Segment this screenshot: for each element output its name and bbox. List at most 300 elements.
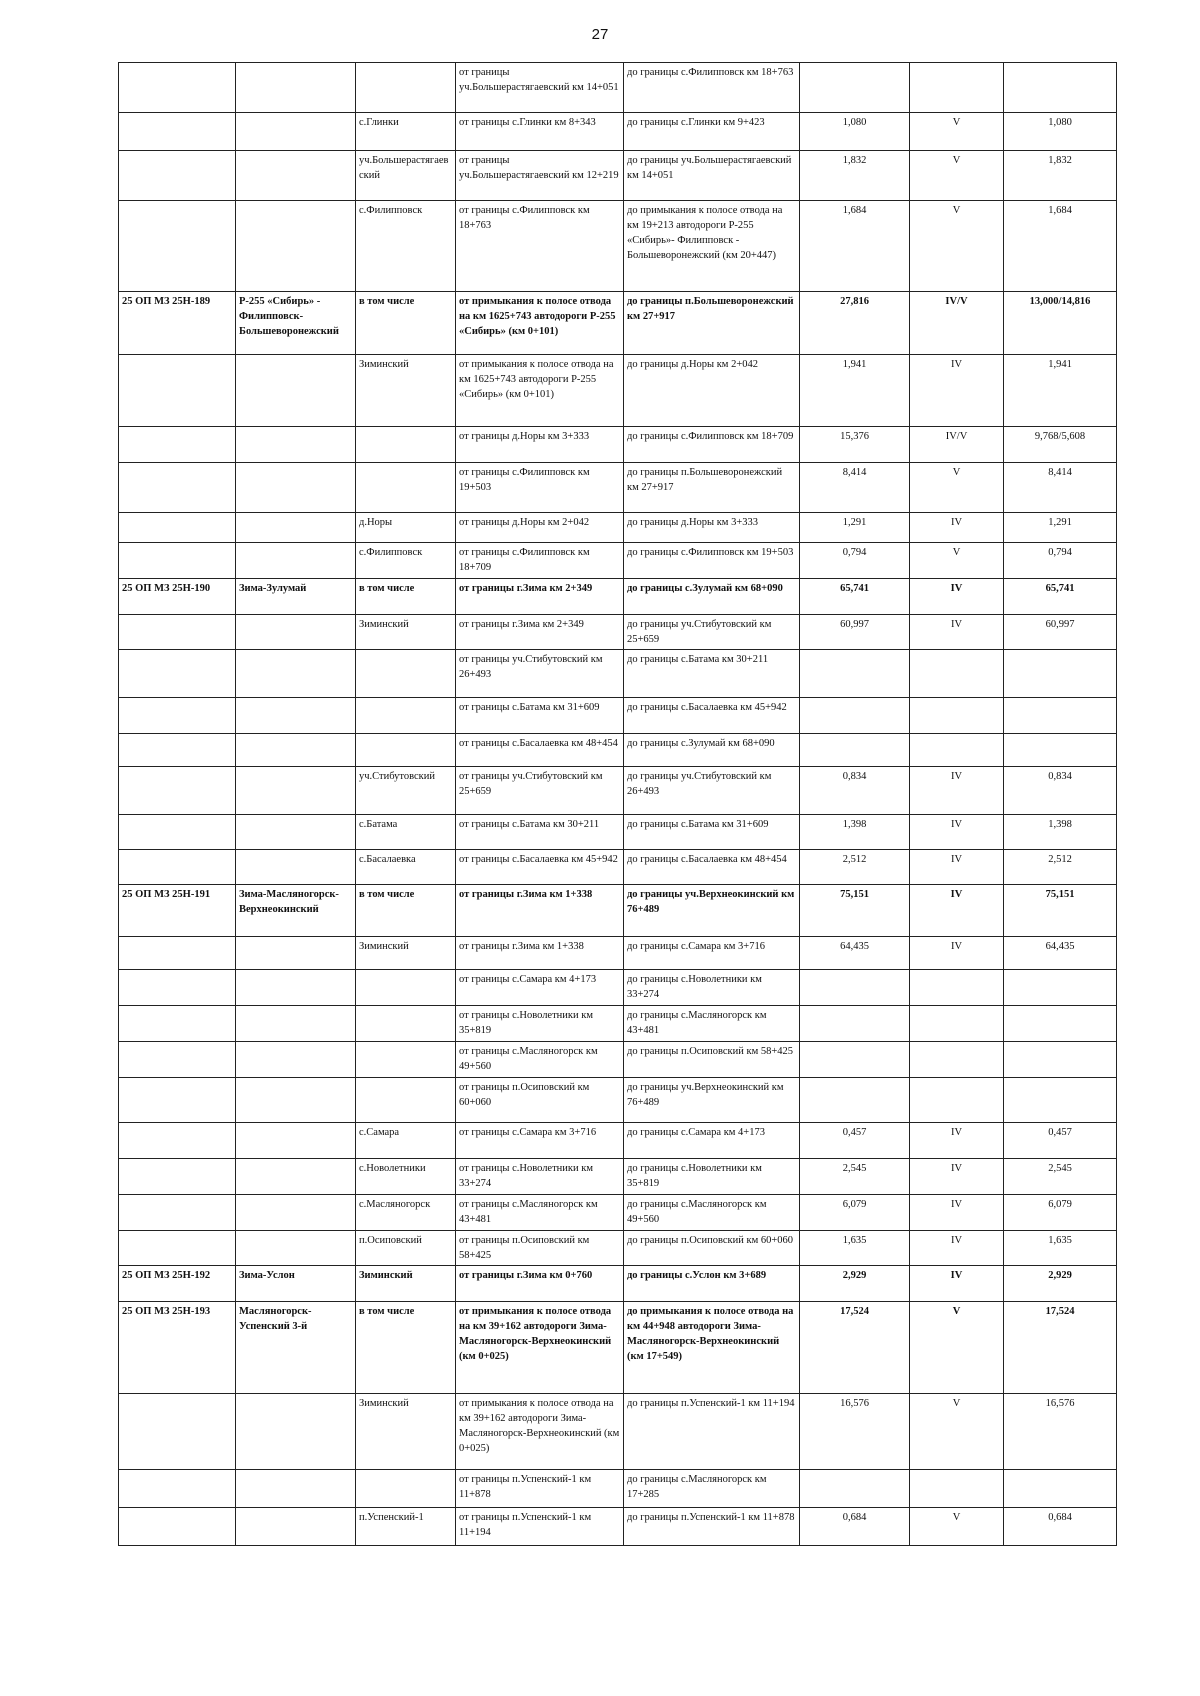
- to-boundary-cell: до границы с.Масляногорск км 43+481: [624, 1006, 800, 1042]
- table-row: [119, 427, 1117, 463]
- road-id-cell: [119, 1508, 236, 1546]
- from-boundary-cell: от границы с.Батама км 30+211: [456, 815, 624, 850]
- roads-table: [118, 62, 1117, 1546]
- from-boundary-cell: от границы п.Осиповский км 58+425: [456, 1231, 624, 1266]
- table-row: [119, 151, 1117, 201]
- to-boundary-cell: до границы с.Басалаевка км 45+942: [624, 698, 800, 734]
- category-cell: IV: [910, 513, 1004, 543]
- road-name-cell: [236, 1231, 356, 1266]
- length-cell: [800, 734, 910, 767]
- settlement-cell: в том числе: [356, 1302, 456, 1394]
- table-row: [119, 579, 1117, 615]
- from-boundary-cell: от границы п.Успенский-1 км 11+194: [456, 1508, 624, 1546]
- length-cell: 6,079: [800, 1195, 910, 1231]
- road-id-cell: [119, 815, 236, 850]
- length-cell: 65,741: [800, 579, 910, 615]
- to-boundary-cell: до границы с.Самара км 3+716: [624, 937, 800, 970]
- category-cell: V: [910, 113, 1004, 151]
- category-length-cell: 1,684: [1004, 201, 1117, 292]
- table-row: [119, 1302, 1117, 1394]
- length-cell: [800, 698, 910, 734]
- category-length-cell: 64,435: [1004, 937, 1117, 970]
- settlement-cell: Зиминский: [356, 615, 456, 650]
- road-id-cell: [119, 1078, 236, 1123]
- road-id-cell: 25 ОП МЗ 25Н-190: [119, 579, 236, 615]
- table-row: [119, 201, 1117, 292]
- road-id-cell: [119, 355, 236, 427]
- category-length-cell: 0,684: [1004, 1508, 1117, 1546]
- category-cell: [910, 1006, 1004, 1042]
- from-boundary-cell: от примыкания к полосе отвода на км 39+162 автодороги Зима-Масляногорск-Верхнеокинский (км 0+025): [456, 1394, 624, 1470]
- category-cell: IV: [910, 815, 1004, 850]
- road-name-cell: [236, 1195, 356, 1231]
- to-boundary-cell: до границы с.Новолетники км 33+274: [624, 970, 800, 1006]
- settlement-cell: с.Масляногорск: [356, 1195, 456, 1231]
- table-row: [119, 463, 1117, 513]
- category-cell: [910, 63, 1004, 113]
- category-cell: IV: [910, 767, 1004, 815]
- road-name-cell: [236, 698, 356, 734]
- length-cell: 64,435: [800, 937, 910, 970]
- table-row: [119, 734, 1117, 767]
- road-id-cell: [119, 698, 236, 734]
- road-name-cell: [236, 615, 356, 650]
- from-boundary-cell: от границы уч.Стибутовский км 25+659: [456, 767, 624, 815]
- settlement-cell: с.Самара: [356, 1123, 456, 1159]
- table-row: [119, 1470, 1117, 1508]
- road-name-cell: [236, 113, 356, 151]
- road-id-cell: [119, 1006, 236, 1042]
- to-boundary-cell: до границы уч.Верхнеокинский км 76+489: [624, 885, 800, 937]
- road-id-cell: [119, 201, 236, 292]
- to-boundary-cell: до границы с.Масляногорск км 49+560: [624, 1195, 800, 1231]
- length-cell: 0,834: [800, 767, 910, 815]
- table-row: [119, 1123, 1117, 1159]
- table-row: [119, 615, 1117, 650]
- category-cell: V: [910, 1508, 1004, 1546]
- table-row: [119, 1508, 1117, 1546]
- category-cell: V: [910, 543, 1004, 579]
- roads-table-body: [119, 63, 1117, 1546]
- road-id-cell: [119, 1042, 236, 1078]
- from-boundary-cell: от границы г.Зима км 1+338: [456, 885, 624, 937]
- table-row: [119, 513, 1117, 543]
- from-boundary-cell: от границы п.Осиповский км 60+060: [456, 1078, 624, 1123]
- category-cell: IV: [910, 615, 1004, 650]
- to-boundary-cell: до границы с.Услон км 3+689: [624, 1266, 800, 1302]
- to-boundary-cell: до границы с.Батама км 30+211: [624, 650, 800, 698]
- to-boundary-cell: до границы с.Зулумай км 68+090: [624, 734, 800, 767]
- road-name-cell: Зима-Зулумай: [236, 579, 356, 615]
- to-boundary-cell: до границы с.Масляногорск км 17+285: [624, 1470, 800, 1508]
- length-cell: 75,151: [800, 885, 910, 937]
- table-row: [119, 970, 1117, 1006]
- category-length-cell: 17,524: [1004, 1302, 1117, 1394]
- table-row: [119, 1042, 1117, 1078]
- category-length-cell: 2,545: [1004, 1159, 1117, 1195]
- table-row: [119, 1006, 1117, 1042]
- from-boundary-cell: от границы с.Глинки км 8+343: [456, 113, 624, 151]
- category-cell: V: [910, 201, 1004, 292]
- length-cell: 2,512: [800, 850, 910, 885]
- category-cell: IV: [910, 355, 1004, 427]
- from-boundary-cell: от границы с.Басалаевка км 48+454: [456, 734, 624, 767]
- from-boundary-cell: от границы с.Новолетники км 33+274: [456, 1159, 624, 1195]
- to-boundary-cell: до границы п.Осиповский км 60+060: [624, 1231, 800, 1266]
- from-boundary-cell: от границы с.Масляногорск км 49+560: [456, 1042, 624, 1078]
- category-cell: [910, 1078, 1004, 1123]
- length-cell: [800, 1006, 910, 1042]
- road-name-cell: [236, 201, 356, 292]
- road-id-cell: 25 ОП МЗ 25Н-189: [119, 292, 236, 355]
- category-cell: IV/V: [910, 427, 1004, 463]
- length-cell: 2,929: [800, 1266, 910, 1302]
- settlement-cell: [356, 63, 456, 113]
- to-boundary-cell: до границы уч.Стибутовский км 26+493: [624, 767, 800, 815]
- category-cell: IV: [910, 850, 1004, 885]
- settlement-cell: д.Норы: [356, 513, 456, 543]
- table-row: [119, 850, 1117, 885]
- to-boundary-cell: до границы с.Батама км 31+609: [624, 815, 800, 850]
- table-row: [119, 1159, 1117, 1195]
- length-cell: 1,941: [800, 355, 910, 427]
- from-boundary-cell: от примыкания к полосе отвода на км 39+162 автодороги Зима-Масляногорск-Верхнеокинский (км 0+025): [456, 1302, 624, 1394]
- road-id-cell: 25 ОП МЗ 25Н-193: [119, 1302, 236, 1394]
- table-row: [119, 1266, 1117, 1302]
- from-boundary-cell: от примыкания к полосе отвода на км 1625+743 автодороги Р-255 «Сибирь» (км 0+101): [456, 292, 624, 355]
- length-cell: 8,414: [800, 463, 910, 513]
- category-cell: [910, 698, 1004, 734]
- category-length-cell: 75,151: [1004, 885, 1117, 937]
- settlement-cell: п.Осиповский: [356, 1231, 456, 1266]
- category-length-cell: 1,635: [1004, 1231, 1117, 1266]
- road-name-cell: Зима-Масляногорск-Верхнеокинский: [236, 885, 356, 937]
- to-boundary-cell: до границы с.Басалаевка км 48+454: [624, 850, 800, 885]
- category-length-cell: 1,291: [1004, 513, 1117, 543]
- length-cell: 0,457: [800, 1123, 910, 1159]
- table-row: [119, 113, 1117, 151]
- category-cell: [910, 1470, 1004, 1508]
- settlement-cell: п.Успенский-1: [356, 1508, 456, 1546]
- length-cell: 27,816: [800, 292, 910, 355]
- settlement-cell: Зиминский: [356, 1394, 456, 1470]
- category-cell: IV: [910, 1231, 1004, 1266]
- road-id-cell: [119, 463, 236, 513]
- to-boundary-cell: до границы д.Норы км 2+042: [624, 355, 800, 427]
- road-name-cell: [236, 1508, 356, 1546]
- road-name-cell: [236, 970, 356, 1006]
- road-name-cell: Зима-Услон: [236, 1266, 356, 1302]
- category-length-cell: 1,398: [1004, 815, 1117, 850]
- category-cell: IV: [910, 1266, 1004, 1302]
- settlement-cell: уч.Большерастягаевский: [356, 151, 456, 201]
- category-length-cell: 1,941: [1004, 355, 1117, 427]
- from-boundary-cell: от границы с.Батама км 31+609: [456, 698, 624, 734]
- category-length-cell: 16,576: [1004, 1394, 1117, 1470]
- road-name-cell: [236, 767, 356, 815]
- from-boundary-cell: от границы уч.Большерастягаевский км 12+219: [456, 151, 624, 201]
- road-name-cell: [236, 355, 356, 427]
- category-cell: IV: [910, 937, 1004, 970]
- road-id-cell: [119, 937, 236, 970]
- category-cell: [910, 1042, 1004, 1078]
- table-row: [119, 543, 1117, 579]
- to-boundary-cell: до примыкания к полосе отвода на км 44+948 автодороги Зима-Масляногорск-Верхнеокинский (км 17+549): [624, 1302, 800, 1394]
- road-name-cell: [236, 1394, 356, 1470]
- from-boundary-cell: от границы г.Зима км 1+338: [456, 937, 624, 970]
- table-row: [119, 63, 1117, 113]
- to-boundary-cell: до границы п.Осиповский км 58+425: [624, 1042, 800, 1078]
- road-name-cell: [236, 151, 356, 201]
- settlement-cell: Зиминский: [356, 1266, 456, 1302]
- length-cell: 1,684: [800, 201, 910, 292]
- road-name-cell: [236, 1159, 356, 1195]
- road-id-cell: [119, 734, 236, 767]
- to-boundary-cell: до границы с.Филипповск км 18+709: [624, 427, 800, 463]
- settlement-cell: с.Филипповск: [356, 543, 456, 579]
- category-length-cell: 65,741: [1004, 579, 1117, 615]
- table-row: [119, 767, 1117, 815]
- road-id-cell: [119, 850, 236, 885]
- category-length-cell: 1,832: [1004, 151, 1117, 201]
- from-boundary-cell: от границы с.Филипповск км 18+709: [456, 543, 624, 579]
- settlement-cell: с.Батама: [356, 815, 456, 850]
- table-row: [119, 1078, 1117, 1123]
- category-cell: IV: [910, 1123, 1004, 1159]
- category-length-cell: [1004, 698, 1117, 734]
- category-length-cell: [1004, 970, 1117, 1006]
- road-name-cell: Р-255 «Сибирь» - Филипповск-Большеворонежский: [236, 292, 356, 355]
- category-length-cell: 13,000/14,816: [1004, 292, 1117, 355]
- settlement-cell: в том числе: [356, 579, 456, 615]
- from-boundary-cell: от границы уч.Большерастягаевский км 14+051: [456, 63, 624, 113]
- category-length-cell: [1004, 1078, 1117, 1123]
- category-cell: [910, 734, 1004, 767]
- road-name-cell: [236, 734, 356, 767]
- length-cell: 1,832: [800, 151, 910, 201]
- table-row: [119, 937, 1117, 970]
- category-cell: [910, 970, 1004, 1006]
- length-cell: 15,376: [800, 427, 910, 463]
- road-id-cell: [119, 427, 236, 463]
- settlement-cell: [356, 970, 456, 1006]
- length-cell: 1,398: [800, 815, 910, 850]
- category-length-cell: [1004, 1006, 1117, 1042]
- road-id-cell: [119, 970, 236, 1006]
- road-name-cell: [236, 1006, 356, 1042]
- to-boundary-cell: до границы с.Самара км 4+173: [624, 1123, 800, 1159]
- road-name-cell: [236, 543, 356, 579]
- to-boundary-cell: до примыкания к полосе отвода на км 19+213 автодороги Р-255 «Сибирь»- Филипповск - Большеворонежский (км 20+447): [624, 201, 800, 292]
- length-cell: [800, 650, 910, 698]
- settlement-cell: [356, 1078, 456, 1123]
- road-id-cell: [119, 113, 236, 151]
- length-cell: [800, 63, 910, 113]
- from-boundary-cell: от границы с.Филипповск км 19+503: [456, 463, 624, 513]
- length-cell: [800, 970, 910, 1006]
- to-boundary-cell: до границы уч.Стибутовский км 25+659: [624, 615, 800, 650]
- category-cell: V: [910, 1302, 1004, 1394]
- table-row: [119, 885, 1117, 937]
- category-cell: IV: [910, 885, 1004, 937]
- settlement-cell: [356, 1470, 456, 1508]
- to-boundary-cell: до границы с.Филипповск км 19+503: [624, 543, 800, 579]
- settlement-cell: [356, 734, 456, 767]
- settlement-cell: [356, 698, 456, 734]
- page-number: 27: [591, 26, 609, 43]
- category-length-cell: [1004, 1470, 1117, 1508]
- category-cell: IV: [910, 579, 1004, 615]
- category-cell: IV/V: [910, 292, 1004, 355]
- length-cell: 1,291: [800, 513, 910, 543]
- table-row: [119, 698, 1117, 734]
- length-cell: 0,684: [800, 1508, 910, 1546]
- road-name-cell: [236, 63, 356, 113]
- category-cell: IV: [910, 1195, 1004, 1231]
- length-cell: 16,576: [800, 1394, 910, 1470]
- to-boundary-cell: до границы с.Зулумай км 68+090: [624, 579, 800, 615]
- table-row: [119, 815, 1117, 850]
- settlement-cell: [356, 650, 456, 698]
- length-cell: [800, 1078, 910, 1123]
- category-cell: V: [910, 463, 1004, 513]
- from-boundary-cell: от границы с.Масляногорск км 43+481: [456, 1195, 624, 1231]
- settlement-cell: с.Глинки: [356, 113, 456, 151]
- road-name-cell: [236, 1078, 356, 1123]
- table-row: [119, 1195, 1117, 1231]
- road-id-cell: 25 ОП МЗ 25Н-191: [119, 885, 236, 937]
- to-boundary-cell: до границы п.Большеворонежский км 27+917: [624, 292, 800, 355]
- from-boundary-cell: от границы с.Басалаевка км 45+942: [456, 850, 624, 885]
- road-id-cell: [119, 63, 236, 113]
- settlement-cell: [356, 463, 456, 513]
- road-id-cell: [119, 513, 236, 543]
- road-name-cell: [236, 463, 356, 513]
- category-length-cell: [1004, 734, 1117, 767]
- category-length-cell: 0,457: [1004, 1123, 1117, 1159]
- road-name-cell: [236, 513, 356, 543]
- road-name-cell: [236, 937, 356, 970]
- length-cell: [800, 1042, 910, 1078]
- settlement-cell: уч.Стибутовский: [356, 767, 456, 815]
- settlement-cell: в том числе: [356, 885, 456, 937]
- category-length-cell: 2,512: [1004, 850, 1117, 885]
- road-id-cell: [119, 615, 236, 650]
- table-row: [119, 650, 1117, 698]
- category-length-cell: 6,079: [1004, 1195, 1117, 1231]
- category-length-cell: [1004, 1042, 1117, 1078]
- to-boundary-cell: до границы уч.Большерастягаевский км 14+051: [624, 151, 800, 201]
- to-boundary-cell: до границы п.Большеворонежский км 27+917: [624, 463, 800, 513]
- to-boundary-cell: до границы с.Филипповск км 18+763: [624, 63, 800, 113]
- from-boundary-cell: от границы с.Самара км 3+716: [456, 1123, 624, 1159]
- road-name-cell: [236, 650, 356, 698]
- road-name-cell: [236, 1123, 356, 1159]
- length-cell: 1,635: [800, 1231, 910, 1266]
- from-boundary-cell: от границы д.Норы км 3+333: [456, 427, 624, 463]
- road-id-cell: [119, 1195, 236, 1231]
- to-boundary-cell: до границы п.Успенский-1 км 11+194: [624, 1394, 800, 1470]
- road-id-cell: [119, 650, 236, 698]
- category-length-cell: 60,997: [1004, 615, 1117, 650]
- road-id-cell: [119, 1159, 236, 1195]
- road-id-cell: 25 ОП МЗ 25Н-192: [119, 1266, 236, 1302]
- to-boundary-cell: до границы с.Глинки км 9+423: [624, 113, 800, 151]
- settlement-cell: с.Басалаевка: [356, 850, 456, 885]
- length-cell: 60,997: [800, 615, 910, 650]
- category-length-cell: 1,080: [1004, 113, 1117, 151]
- road-id-cell: [119, 543, 236, 579]
- to-boundary-cell: до границы д.Норы км 3+333: [624, 513, 800, 543]
- from-boundary-cell: от границы д.Норы км 2+042: [456, 513, 624, 543]
- from-boundary-cell: от границы с.Самара км 4+173: [456, 970, 624, 1006]
- length-cell: [800, 1470, 910, 1508]
- settlement-cell: [356, 1006, 456, 1042]
- settlement-cell: с.Новолетники: [356, 1159, 456, 1195]
- road-name-cell: [236, 815, 356, 850]
- road-id-cell: [119, 151, 236, 201]
- category-cell: IV: [910, 1159, 1004, 1195]
- length-cell: 2,545: [800, 1159, 910, 1195]
- category-length-cell: [1004, 63, 1117, 113]
- to-boundary-cell: до границы с.Новолетники км 35+819: [624, 1159, 800, 1195]
- road-id-cell: [119, 767, 236, 815]
- from-boundary-cell: от границы с.Новолетники км 35+819: [456, 1006, 624, 1042]
- from-boundary-cell: от границы г.Зима км 2+349: [456, 615, 624, 650]
- table-row: [119, 1231, 1117, 1266]
- road-id-cell: [119, 1394, 236, 1470]
- category-length-cell: 0,834: [1004, 767, 1117, 815]
- category-cell: V: [910, 1394, 1004, 1470]
- category-cell: V: [910, 151, 1004, 201]
- table-row: [119, 292, 1117, 355]
- to-boundary-cell: до границы п.Успенский-1 км 11+878: [624, 1508, 800, 1546]
- from-boundary-cell: от границы г.Зима км 2+349: [456, 579, 624, 615]
- road-name-cell: [236, 1042, 356, 1078]
- road-name-cell: Масляногорск-Успенский 3-й: [236, 1302, 356, 1394]
- table-row: [119, 355, 1117, 427]
- settlement-cell: в том числе: [356, 292, 456, 355]
- category-length-cell: 2,929: [1004, 1266, 1117, 1302]
- category-length-cell: 8,414: [1004, 463, 1117, 513]
- from-boundary-cell: от примыкания к полосе отвода на км 1625+743 автодороги Р-255 «Сибирь» (км 0+101): [456, 355, 624, 427]
- from-boundary-cell: от границы г.Зима км 0+760: [456, 1266, 624, 1302]
- road-name-cell: [236, 427, 356, 463]
- road-name-cell: [236, 850, 356, 885]
- length-cell: 17,524: [800, 1302, 910, 1394]
- category-length-cell: 9,768/5,608: [1004, 427, 1117, 463]
- length-cell: 0,794: [800, 543, 910, 579]
- length-cell: 1,080: [800, 113, 910, 151]
- category-length-cell: 0,794: [1004, 543, 1117, 579]
- settlement-cell: Зиминский: [356, 355, 456, 427]
- road-id-cell: [119, 1123, 236, 1159]
- from-boundary-cell: от границы п.Успенский-1 км 11+878: [456, 1470, 624, 1508]
- settlement-cell: [356, 1042, 456, 1078]
- from-boundary-cell: от границы с.Филипповск км 18+763: [456, 201, 624, 292]
- settlement-cell: с.Филипповск: [356, 201, 456, 292]
- category-cell: [910, 650, 1004, 698]
- road-id-cell: [119, 1470, 236, 1508]
- settlement-cell: Зиминский: [356, 937, 456, 970]
- road-name-cell: [236, 1470, 356, 1508]
- category-length-cell: [1004, 650, 1117, 698]
- from-boundary-cell: от границы уч.Стибутовский км 26+493: [456, 650, 624, 698]
- to-boundary-cell: до границы уч.Верхнеокинский км 76+489: [624, 1078, 800, 1123]
- table-row: [119, 1394, 1117, 1470]
- settlement-cell: [356, 427, 456, 463]
- road-id-cell: [119, 1231, 236, 1266]
